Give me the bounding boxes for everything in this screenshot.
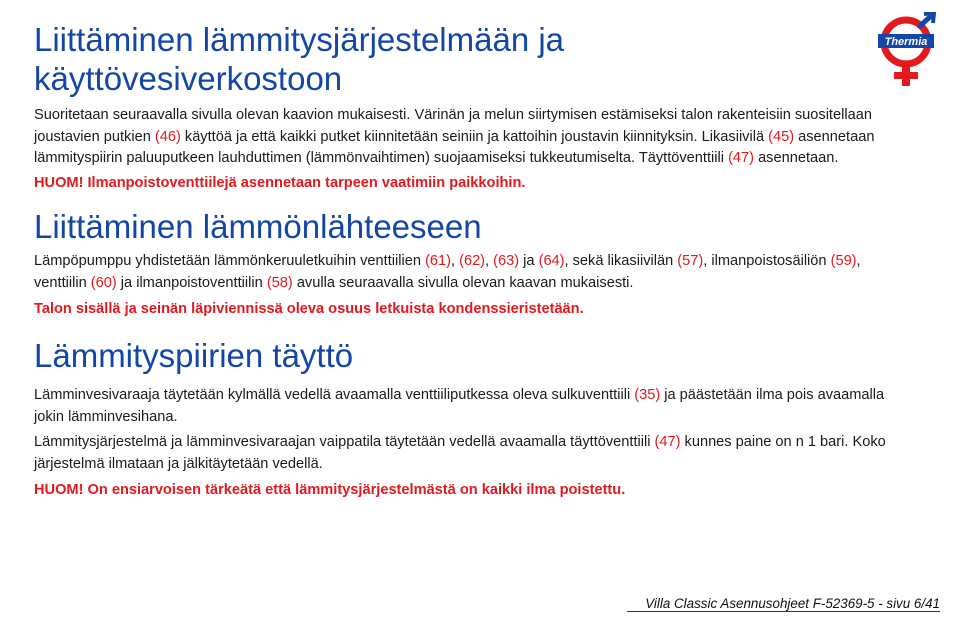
section-paragraph: Lämpöpumppu yhdistetään lämmönkeruuletkuihin venttiilien (61), (62), (63) ja (64), sekä likasiivilän (57), ilmanpoistosäiliön (59), venttiilin (60) ja ilmanpoistoventtiilin (58) avulla seuraavalla sivulla olevan kaavan mukaisesti.: [34, 253, 861, 291]
section-title: Liittäminen lämmönlähteeseen: [34, 208, 482, 246]
warning-text: HUOM! On ensiarvoisen tärkeätä että lämmitysjärjestelmästä on kaikki ilma poistettu.: [34, 481, 626, 498]
ref-57: (57): [677, 253, 704, 270]
ref-64: (64): [538, 253, 565, 270]
section-title: Liittäminen lämmitysjärjestelmään ja käyttövesiverkostoon: [34, 21, 565, 97]
page-content: [34, 20, 894, 501]
ref-60: (60): [90, 274, 117, 291]
ref-47: (47): [654, 434, 681, 451]
ref-59: (59): [830, 253, 857, 270]
warning-text: Talon sisällä ja seinän läpiviennissä oleva osuus letkuista kondenssieristetään.: [34, 300, 584, 317]
ref-46: (46): [154, 128, 181, 145]
section-connection-source: [34, 207, 894, 320]
ref-62: (62): [459, 253, 486, 270]
section-filling: [34, 336, 894, 501]
ref-61: (61): [425, 253, 451, 270]
ref-58: (58): [266, 274, 293, 291]
ref-63: (63): [493, 253, 520, 270]
section-title: Lämmityspiirien täyttö: [34, 337, 354, 375]
section-paragraph: Suoritetaan seuraavalla sivulla olevan kaavion mukaisesti. Värinän ja melun siirtymisen estämiseksi talon rakenteisiin suositellaan joustavien putkien (46) käyttöä ja että kaikki putket kiinnitetään seiniin ja kattoihin joustavin kiinnityksin. Likasiivilä (45) asennetaan lämmityspiirin paluuputkeen lauhduttimen (lämmönvaihtimen) suojaamiseksi tukkeutumiselta. Täyttöventtiili (47) asennetaan.: [34, 107, 875, 167]
logo-text: Thermia: [884, 36, 928, 48]
page-footer: Villa Classic Asennusohjeet F-52369-5 - sivu 6/41: [627, 596, 940, 612]
section-connection-heating: [34, 20, 894, 194]
ref-45: (45): [768, 128, 795, 145]
ref-35: (35): [634, 387, 661, 404]
warning-text: HUOM! Ilmanpoistoventtiilejä asennetaan tarpeen vaatimiin paikkoihin.: [34, 174, 526, 191]
section-paragraph: Lämmitysjärjestelmä ja lämminvesivaraajan vaippatila täytetään vedellä avaamalla täyttöventtiili (47) kunnes paine on n 1 bari. Koko järjestelmä ilmataan ja jälkitäytetään vedellä.: [34, 434, 886, 472]
section-paragraph: Lämminvesivaraaja täytetään kylmällä vedellä avaamalla venttiiliputkessa oleva sulkuventtiili (35) ja päästetään ilma pois avaamalla jokin lämminvesihana.: [34, 387, 885, 425]
ref-47: (47): [728, 150, 755, 167]
